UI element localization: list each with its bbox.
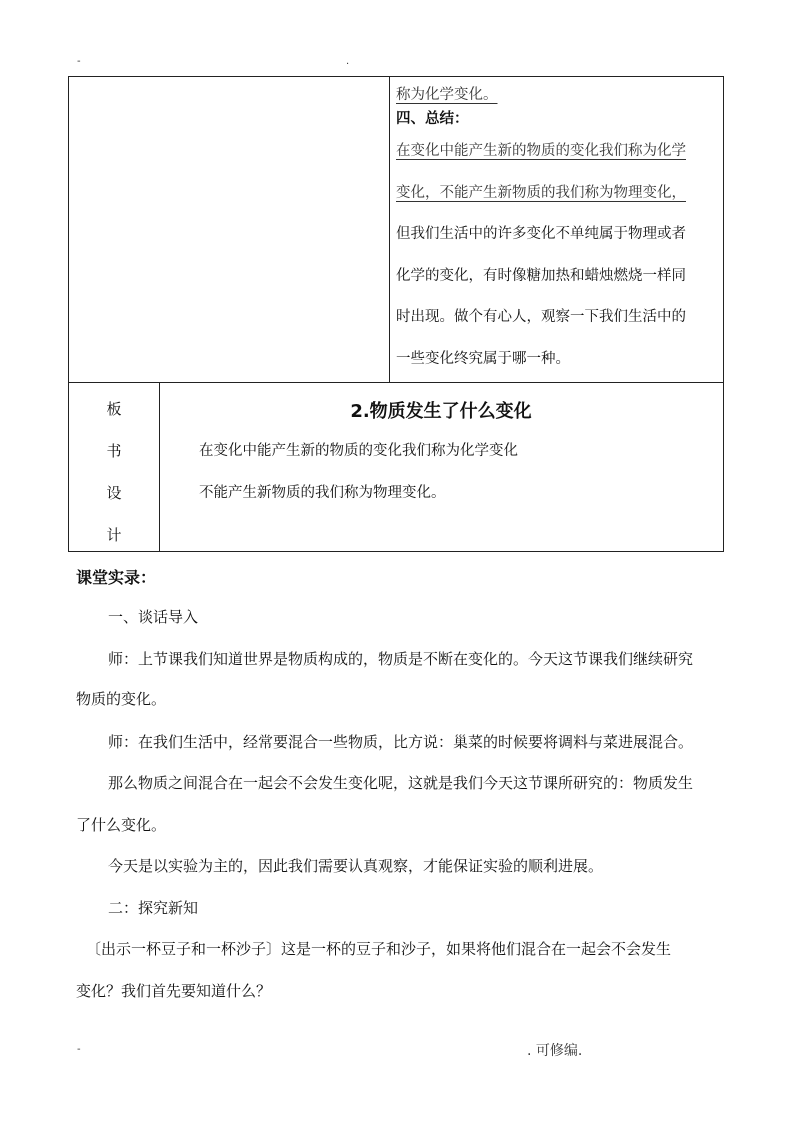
summary-line: 一些变化终究属于哪一种。 [396, 350, 570, 367]
paragraph: 物质的变化。 [76, 690, 167, 708]
lesson-table-top [68, 76, 724, 383]
board-line-1: 在变化中能产生新的物质的变化我们称为化学变化 [199, 443, 518, 459]
header-dash: - [77, 56, 81, 67]
summary-line: 变化，不能产生新物质的我们称为物理变化， [396, 184, 686, 201]
label-char: 计 [106, 526, 122, 544]
section-heading: 课堂实录： [76, 568, 157, 587]
board-design-table [68, 382, 724, 552]
column-divider [389, 77, 390, 382]
label-char: 板 [106, 400, 122, 418]
paragraph: 今天是以实验为主的，因此我们需要认真观察，才能保证实验的顺利进展。 [108, 857, 604, 875]
summary-line: 时出现。做个有心人，观察一下我们生活中的 [396, 309, 686, 325]
footer-note: . 可修编. [527, 1043, 583, 1059]
summary-line: 在变化中能产生新的物质的变化我们称为化学 [396, 143, 686, 159]
board-design-label [69, 397, 159, 565]
paragraph: 师：在我们生活中，经常要混合一些物质，比方说：巢菜的时候要将调料与菜进展混合。 [108, 733, 694, 751]
header-dot: . [346, 56, 350, 67]
paragraph: 那么物质之间混合在一起会不会发生变化呢，这就是我们今天这节课所研究的：物质发生 [108, 774, 694, 792]
label-char: 书 [106, 442, 122, 460]
summary-cell [396, 85, 718, 386]
board-title: 2.物质发生了什么变化 [350, 401, 532, 422]
summary-heading: 四、总结： [396, 111, 469, 127]
paragraph: 二：探究新知 [108, 899, 199, 917]
paragraph: 师：上节课我们知道世界是物质构成的，物质是不断在变化的。今天这节课我们继续研究 [108, 650, 694, 668]
paragraph: 了什么变化。 [76, 816, 167, 834]
summary-line: 但我们生活中的许多变化不单纯属于物理或者 [396, 226, 686, 242]
paragraph: 〔出示一杯豆子和一杯沙子〕这是一杯的豆子和沙子，如果将他们混合在一起会不会发生 [86, 940, 672, 958]
board-line-2: 不能产生新物质的我们称为物理变化。 [199, 485, 446, 501]
paragraph: 变化？我们首先要知道什么？ [76, 982, 272, 1000]
summary-line: 称为化学变化。 [396, 87, 498, 103]
label-char: 设 [106, 484, 122, 502]
summary-line: 化学的变化，有时像糖加热和蜡烛燃烧一样同 [396, 267, 686, 284]
paragraph: 一、谈话导入 [108, 608, 199, 626]
footer-dash: - [77, 1044, 81, 1055]
